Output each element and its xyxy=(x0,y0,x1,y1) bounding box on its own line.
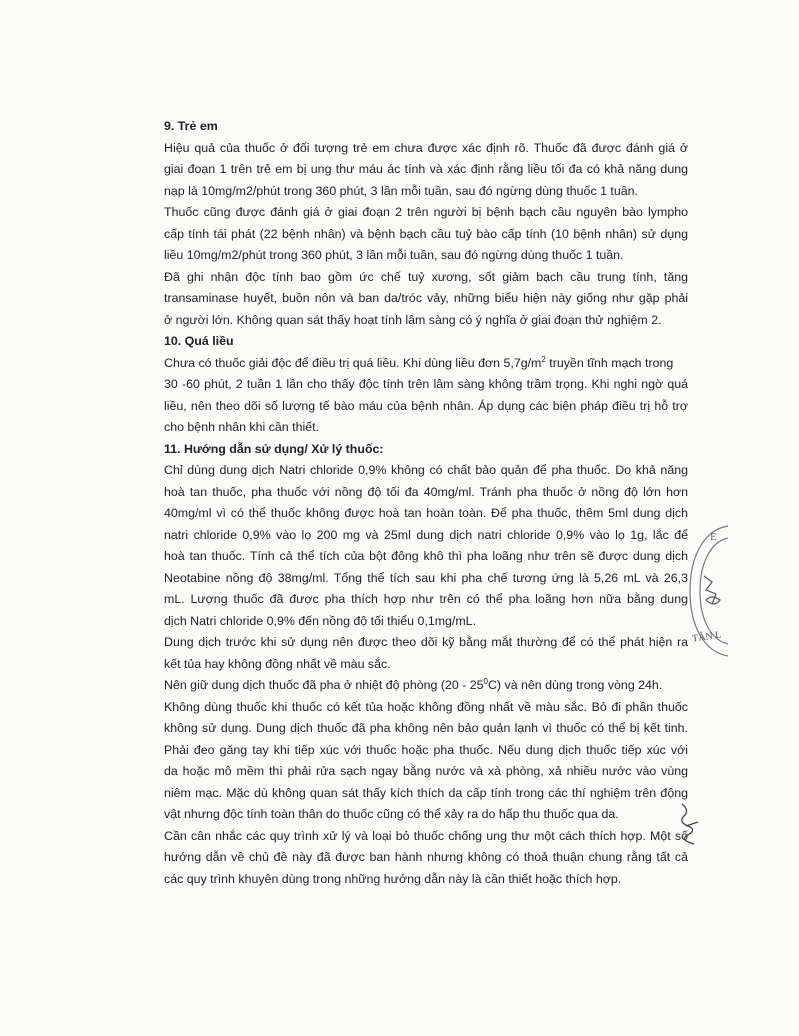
s11-line: vật nhưng độc tính toàn thân do thuốc cũng có thể xảy ra do hấp thu thuốc qua da. xyxy=(164,807,619,821)
s10-line1-text: Chưa có thuốc giải độc để điều trị quá liều. Khi dùng liều đơn 5,7g/m xyxy=(164,355,542,370)
section-10-heading: 10. Quá liều xyxy=(164,334,234,348)
s11-line: không sử dụng. Dung dịch thuốc đã pha không nên bảo quản lạnh vì thuốc có thể bị kết tinh. xyxy=(164,721,688,735)
s11-line: hoà tan thuốc, pha thuốc với nồng độ tối đa 40mg/ml. Tránh pha thuốc ở nồng độ lớn hơn xyxy=(164,484,688,499)
s11-line: mL. Lượng thuốc đã được pha thích hợp như trên có thể pha loãng hơn nữa bằng dung xyxy=(164,592,688,606)
s11-line xyxy=(164,675,688,697)
company-stamp xyxy=(684,516,730,666)
stamp-text-bottom: TÂN L xyxy=(691,629,722,645)
s10-line xyxy=(164,353,688,375)
s11-line: hoà tan thuốc. Tính cả thể tích của bột đông khô thì pha loãng như trên sẽ được dung dịch xyxy=(164,549,688,563)
signature xyxy=(676,800,702,848)
s9-line: transaminase huyết, buồn nôn và ban da/tróc vảy, những biểu hiện này giống như gặp phải xyxy=(164,291,688,305)
s10-superscript: 2 xyxy=(541,354,546,364)
s9-line: cấp tính tái phát (22 bệnh nhân) và bệnh bạch cầu tuỷ bào cấp tính (10 bệnh nhân) sử dụng xyxy=(164,226,688,241)
s11-line: natri chloride 0,9% vào lọ 200 mg và 25ml dung dịch natri chloride 0,9% vào lọ 1g, lắc để xyxy=(164,527,688,542)
s11-line: Chỉ dùng dung dịch Natri chloride 0,9% không có chất bảo quản để pha thuốc. Do khả năng xyxy=(164,463,688,477)
s10-line1-text-end: truyền tĩnh mạch trong xyxy=(545,355,674,370)
s11-line: da hoặc mô mềm thì phải rửa sạch ngay bằng nước và xà phòng, xả nhiều nước vào vùng xyxy=(164,764,688,778)
s11-line: hướng dẫn về chủ đề này đã được ban hành nhưng không có thoả thuận chung rằng tất cả xyxy=(164,850,688,864)
section-9-heading: 9. Trẻ em xyxy=(164,119,218,133)
s11-line: dịch Natri chloride 0,9% đến nồng độ tối thiểu 0,1mg/mL. xyxy=(164,613,477,628)
s11-superscript: 0 xyxy=(483,676,488,686)
s11-temp-text-end: C) và nên dùng trong vòng 24h. xyxy=(487,678,663,692)
s9-line: liều 10mg/m2/phút trong 360 phút, 3 lần mỗi tuần, sau đó ngừng dùng thuốc 1 tuần. xyxy=(164,248,624,262)
s10-line: 30 -60 phút, 2 tuần 1 lần cho thấy độc tính trên lâm sàng không trầm trọng. Khi nghi ngờ quá xyxy=(164,377,688,391)
s11-line: Dung dịch trước khi sử dụng nên được theo dõi kỹ bằng mắt thường để có thể phát hiện ra xyxy=(164,635,688,649)
s11-line: Cần cân nhắc các quy trình xử lý và loại bỏ thuốc chống ung thư một cách thích hợp. Một số xyxy=(164,828,688,843)
document-body xyxy=(164,116,688,890)
s9-line: Đã ghi nhận độc tính bao gồm ức chế tuỷ xương, sốt giảm bạch cầu trung tính, tăng xyxy=(164,269,688,284)
section-10-body xyxy=(164,353,688,439)
s9-line: Hiệu quả của thuốc ở đối tượng trẻ em chưa được xác định rõ. Thuốc đã được đánh giá ở xyxy=(164,140,688,155)
s10-line: cho bệnh nhân khi cần thiết. xyxy=(164,420,319,434)
s10-line: liều, nên theo dõi số lượng tế bào máu của bệnh nhân. Áp dụng các biện pháp điều trị hỗ trợ xyxy=(164,398,688,413)
s11-line: Phải đeo găng tay khi tiếp xúc với thuốc hoặc pha thuốc. Nếu dung dịch thuốc tiếp xúc với xyxy=(164,742,688,757)
s9-line: Thuốc cũng được đánh giá ở giai đoạn 2 trên người bị bệnh bạch cầu nguyên bào lympho xyxy=(164,205,688,219)
stamp-text-top: E xyxy=(710,531,717,543)
section-11-body xyxy=(164,460,688,890)
s11-temp-text: Nên giữ dung dịch thuốc đã pha ở nhiệt độ phòng (20 - 25 xyxy=(164,678,484,692)
s11-line: các quy trình khuyên dùng trong những hướng dẫn này là cần thiết hoặc thích hợp. xyxy=(164,871,622,886)
section-11-heading: 11. Hướng dẫn sử dụng/ Xử lý thuốc: xyxy=(164,441,384,456)
s9-line: ở người lớn. Không quan sát thấy hoạt tính lâm sàng có ý nghĩa ở giai đoạn thử nghiệm 2. xyxy=(164,312,662,327)
section-9-body xyxy=(164,138,688,332)
s9-line: nạp là 10mg/m2/phút trong 360 phút, 3 lần mỗi tuần, sau đó ngừng dùng thuốc 1 tuần. xyxy=(164,183,638,198)
s11-line: kết tủa hay không đồng nhất về màu sắc. xyxy=(164,656,391,671)
s9-line: giai đoạn 1 trên trẻ em bị ung thư máu ác tính và xác định rằng liều tối đa có khả năng dung xyxy=(164,162,688,176)
s11-line: 40mg/ml vì có thể thuốc không được hoà tan hoàn toàn. Để pha thuốc, thêm 5ml dung dịch xyxy=(164,506,688,520)
s11-line: Không dùng thuốc khi thuốc có kết tủa hoặc không đồng nhất về màu sắc. Bỏ đi phần thuốc xyxy=(164,699,688,714)
s11-line: Neotabine nồng độ 38mg/ml. Tổng thể tích sau khi pha chế tương ứng là 5,26 mL và 26,3 xyxy=(164,570,688,585)
s11-line: niêm mạc. Mặc dù không quan sát thấy kích thích da cấp tính trong các thí nghiệm trên động xyxy=(164,785,688,800)
